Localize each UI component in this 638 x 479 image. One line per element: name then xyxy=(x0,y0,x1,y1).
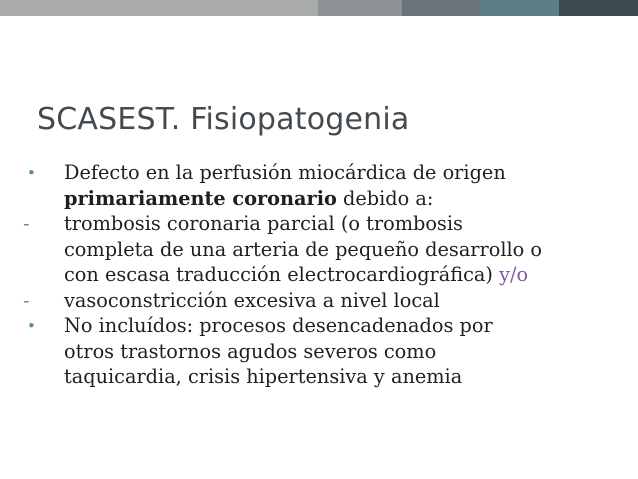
item-text: vasoconstricción excesiva a nivel local xyxy=(64,288,440,312)
item-line xyxy=(64,313,620,339)
item-line xyxy=(64,364,620,390)
item-text: debido a: xyxy=(336,186,434,210)
item-text: trombosis coronaria parcial (o trombosis xyxy=(64,212,463,235)
bullet-item xyxy=(20,313,620,390)
dash-item xyxy=(20,288,620,314)
emphasized-text: primariamente coronario xyxy=(64,186,337,210)
item-line xyxy=(64,211,620,237)
bullet-marker: • xyxy=(27,164,36,182)
bullet-marker: • xyxy=(27,317,36,335)
bullet-item xyxy=(20,160,620,211)
item-text: otros trastornos agudos severos como xyxy=(64,339,437,363)
item-line xyxy=(64,262,620,288)
slide-title: SCASEST. Fisiopatogenia xyxy=(37,102,410,137)
item-text: completa de una arteria de pequeño desarrollo o xyxy=(64,237,543,261)
top-bar-segment xyxy=(481,0,559,16)
item-line xyxy=(64,160,620,186)
accent-text: y/o xyxy=(499,263,529,286)
item-line xyxy=(64,339,620,365)
item-text: No incluídos: procesos desencadenados por xyxy=(64,314,493,337)
item-text: taquicardia, crisis hipertensiva y anemia xyxy=(64,365,463,388)
item-line xyxy=(64,237,620,263)
top-bar-segment xyxy=(402,0,481,16)
slide-content xyxy=(20,160,620,390)
item-line xyxy=(64,288,620,314)
dash-marker: - xyxy=(23,288,30,312)
dash-marker: - xyxy=(23,212,30,235)
item-line xyxy=(64,186,620,212)
item-text: con escasa traducción electrocardiográfica) xyxy=(64,263,500,286)
top-bar-segment xyxy=(559,0,638,16)
item-text: Defecto en la perfusión miocárdica de origen xyxy=(64,161,506,184)
top-bar-segment xyxy=(318,0,402,16)
top-decorative-bar xyxy=(0,0,638,16)
top-bar-segment xyxy=(0,0,318,16)
dash-item xyxy=(20,211,620,288)
